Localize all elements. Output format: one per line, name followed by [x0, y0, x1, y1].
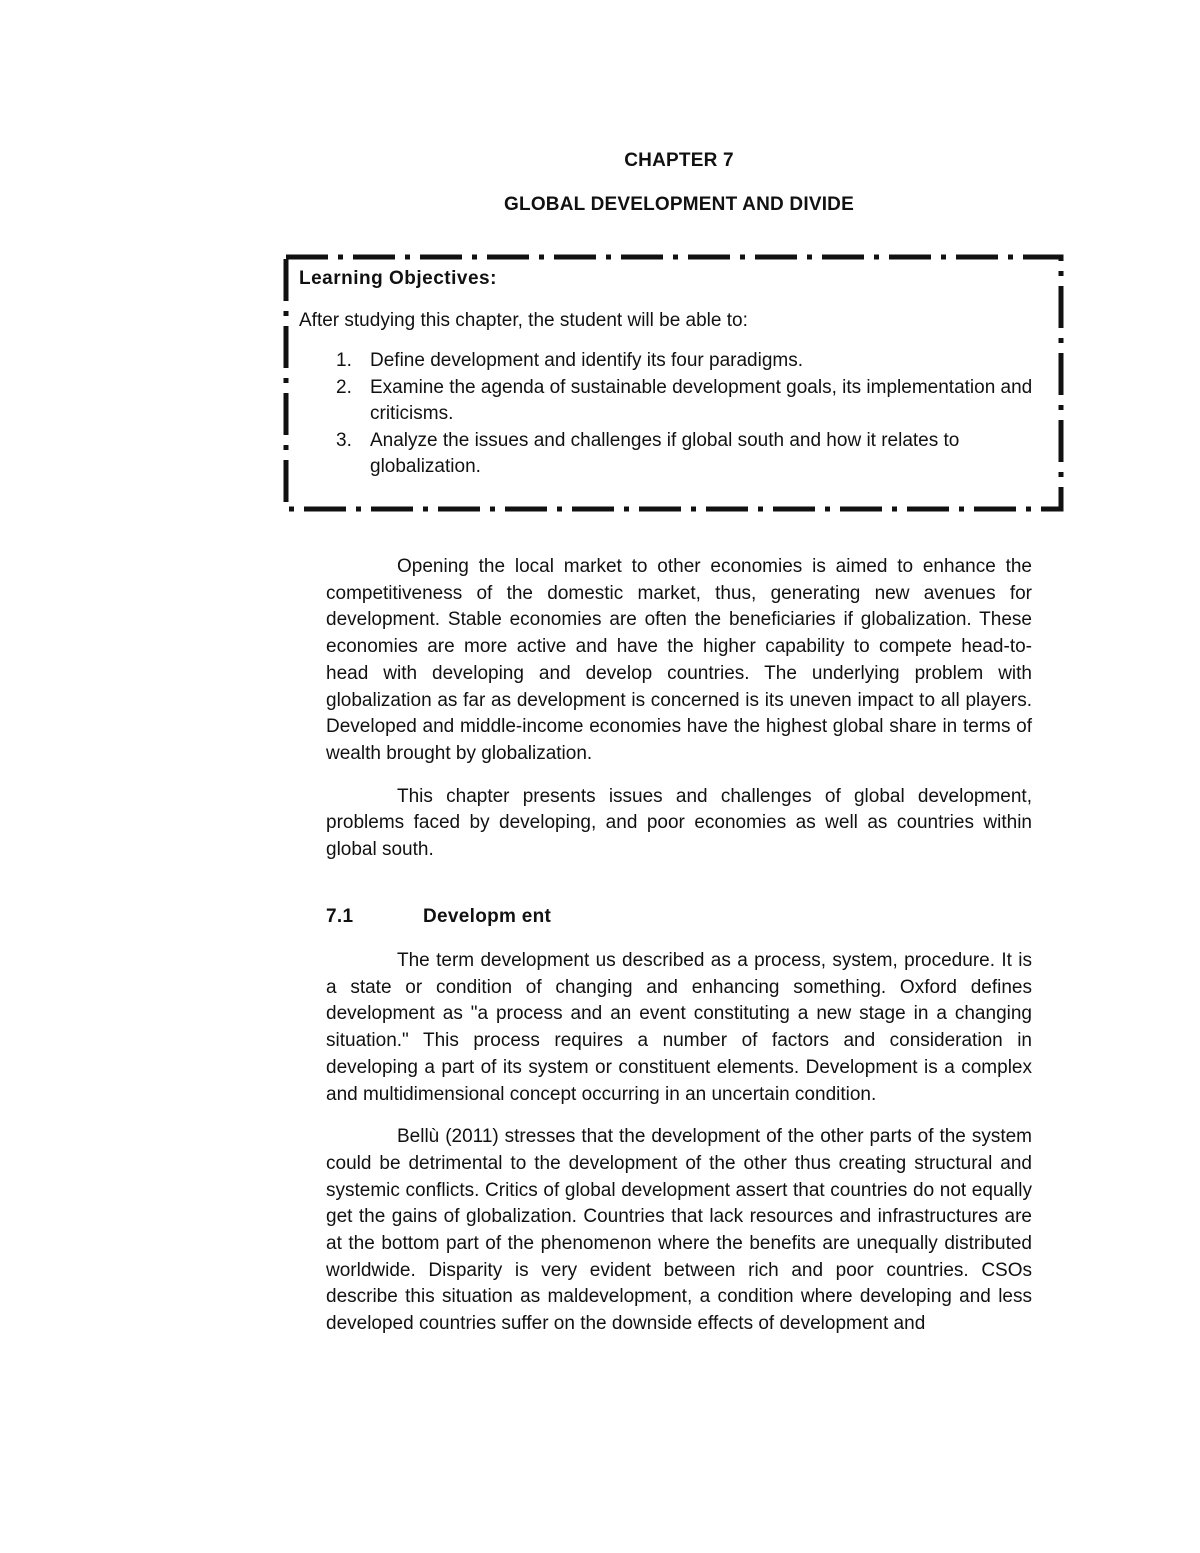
objective-text: Define development and identify its four paradigms. — [370, 350, 804, 371]
body-paragraph: Opening the local market to other economies is aimed to enhance the competitiveness of the domestic market, thus, generating new avenues for development. Stable economies are often the beneficiaries if globalization. These economies are more active and have the higher capability to compete head-to- head with developing and develop countries. The underlying problem with globalization as far as development is concerned is its uneven impact to all players. Developed and middle-income economies have the highest global share in terms of wealth brought by globalization. — [326, 556, 1032, 764]
development-section — [326, 948, 1032, 1354]
objective-item — [299, 348, 1049, 375]
objectives-intro: After studying this chapter, the student will be able to: — [299, 310, 748, 331]
objective-number: 2. — [336, 376, 352, 398]
objectives-list — [299, 348, 1049, 481]
body-paragraph: This chapter presents issues and challenges of global development, problems faced by developing, and poor economies as well as countries within global south. — [326, 785, 1032, 861]
chapter-number: CHAPTER 7 — [624, 150, 734, 171]
objectives-heading: Learning Objectives: — [299, 268, 497, 289]
section-heading — [326, 906, 551, 928]
objective-text: Analyze the issues and challenges if global south and how it relates to globalization. — [370, 429, 960, 477]
objective-number: 1. — [336, 350, 352, 371]
objective-text: Examine the agenda of sustainable development goals, its implementation and criticisms. — [370, 376, 1033, 424]
objective-item — [299, 428, 1049, 481]
objective-item — [299, 375, 1049, 428]
body-paragraph: The term development us described as a process, system, procedure. It is a state or condition of changing and enhancing something. Oxford defines development as "a process and an event constituting a new stage in a changing situation." This process requires a number of factors and consideration in developing a part of its system or constituent elements. Development is a complex and multidimensional concept occurring in an uncertain condition. — [326, 950, 1032, 1105]
chapter-title: GLOBAL DEVELOPMENT AND DIVIDE — [504, 194, 854, 215]
body-paragraph: Bellù (2011) stresses that the development of the other parts of the system could be detrimental to the development of the other thus creating structural and systemic conflicts. Critics of global development assert that countries do not equally get the gains of globalization. Countries that lack resources and infrastructures are at the bottom part of the phenomenon where the benefits are unequally distributed worldwide. Disparity is very evident between rich and poor countries. CSOs describe this situation as maldevelopment, a condition where developing and less developed countries suffer on the downside effects of development and — [326, 1126, 1032, 1335]
objective-number: 3. — [336, 429, 352, 451]
section-number: 7.1 — [326, 906, 354, 927]
learning-objectives-box — [283, 254, 1064, 512]
section-title: Developm ent — [423, 906, 552, 927]
intro-section — [326, 554, 1032, 880]
